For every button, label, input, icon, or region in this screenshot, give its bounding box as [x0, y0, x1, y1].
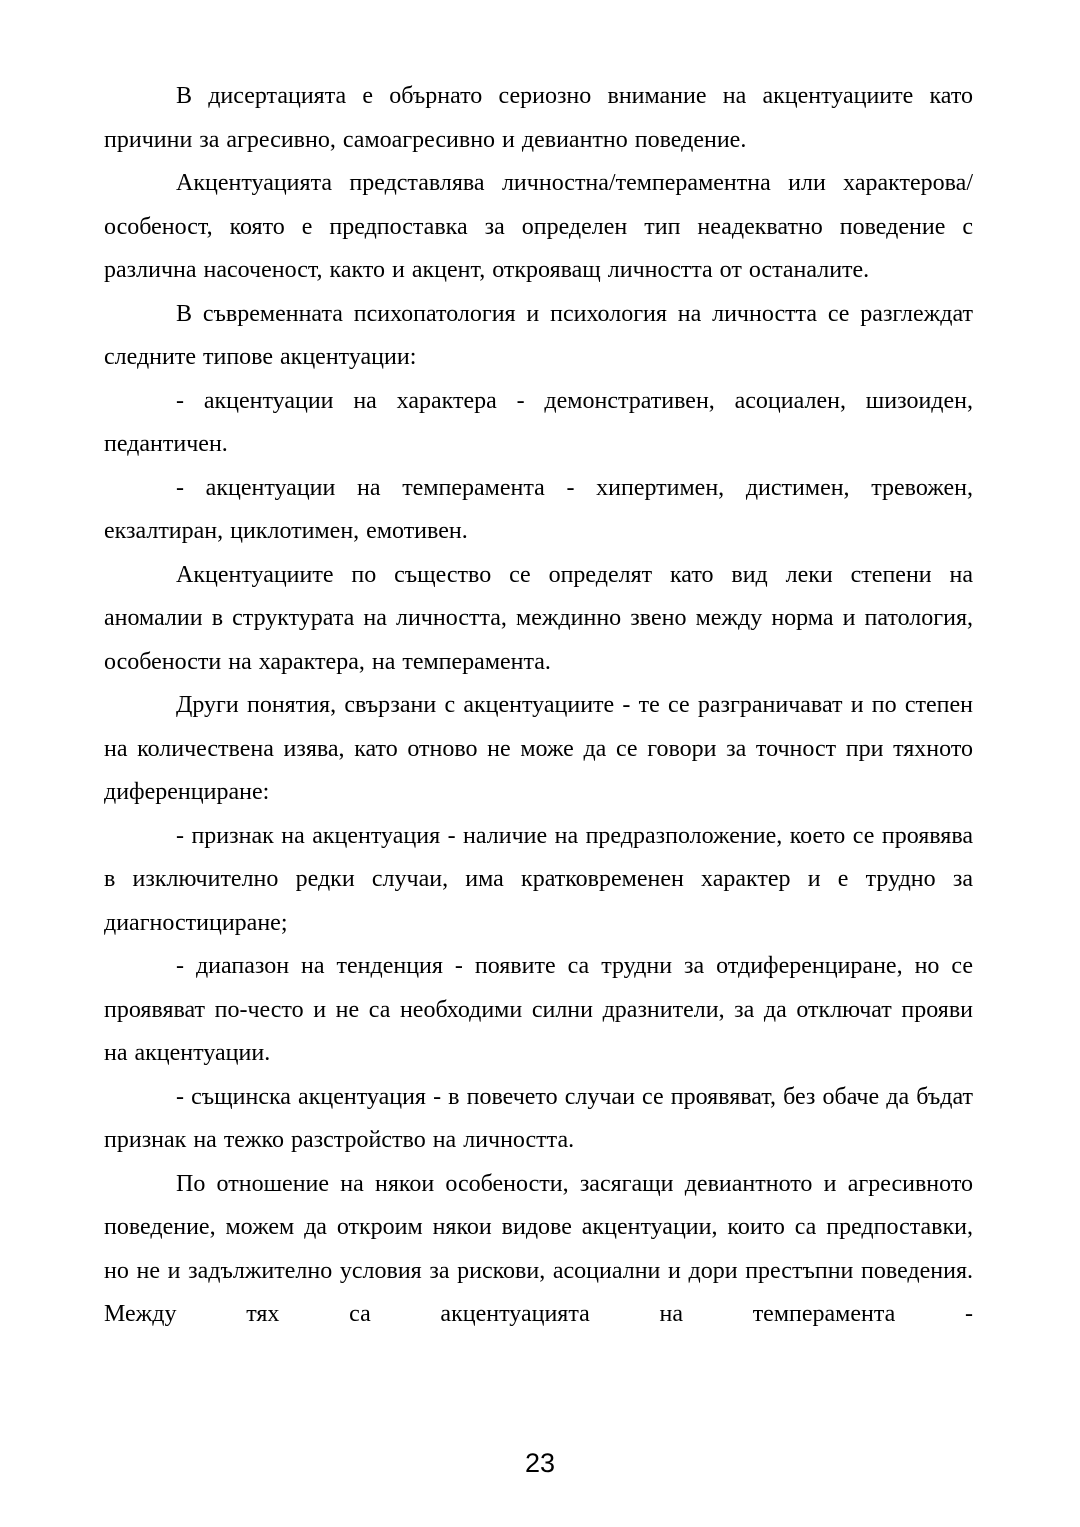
paragraph-accentuation-types-intro: В съвременната психопатология и психология на личността се разглеждат следните типове акцентуации:	[104, 300, 973, 370]
page-number: 23	[524, 1448, 556, 1478]
paragraph-intro: В дисертацията е обърнато сериозно внимание на акцентуациите като причини за агресивно, самоагресивно и девиантно поведение.	[104, 83, 973, 153]
bullet-paragraph-temperament-accentuations: - акцентуации на темперамента - хипертимен, дистимен, тревожен, екзалтиран, циклотимен, емотивен.	[104, 474, 973, 544]
paragraph-deviant-behavior-accentuations: По отношение на някои особености, засягащи девиантното и агресивното поведение, можем да откроим някои видове акцентуации, които са предпоставки, но не и задължително условия за рискови, асоциални и дори престъпни поведения. Между тях са акцентуацията на темперамента -	[104, 1170, 973, 1327]
bullet-paragraph-tendency-range: - диапазон на тенденция - появите са трудни за отдиференциране, но се проявяват по-често и не са необходими силни дразнители, за да отключат прояви на акцентуации.	[104, 953, 973, 1066]
paragraph-accentuation-essence: Акцентуациите по същество се определят като вид леки степени на аномалии в структурата на личността, междинно звено между норма и патология, особености на характера, на темперамента.	[104, 561, 973, 675]
paragraph-related-concepts-intro: Други понятия, свързани с акцентуациите - те се разграничават и по степен на количествена изява, като отново не може да се говори за точност при тяхното диференциране:	[104, 692, 973, 805]
page-body	[104, 75, 973, 1337]
bullet-paragraph-true-accentuation: - същинска акцентуация - в повечето случаи се проявяват, без обаче да бъдат признак на тежко разстройство на личността.	[104, 1083, 973, 1153]
bullet-paragraph-accentuation-sign: - признак на акцентуация - наличие на предразположение, което се проявява в изключително редки случаи, има кратковременен характер и е трудно за диагностициране;	[104, 822, 973, 936]
bullet-paragraph-character-accentuations: - акцентуации на характера - демонстративен, асоциален, шизоиден, педантичен.	[104, 387, 973, 457]
paragraph-accentuation-definition: Акцентуацията представлява личностна/темпераментна или характерова/особеност, която е предпоставка за определен тип неадекватно поведение с различна насоченост, както и акцент, открояващ личността от останалите.	[104, 170, 973, 283]
